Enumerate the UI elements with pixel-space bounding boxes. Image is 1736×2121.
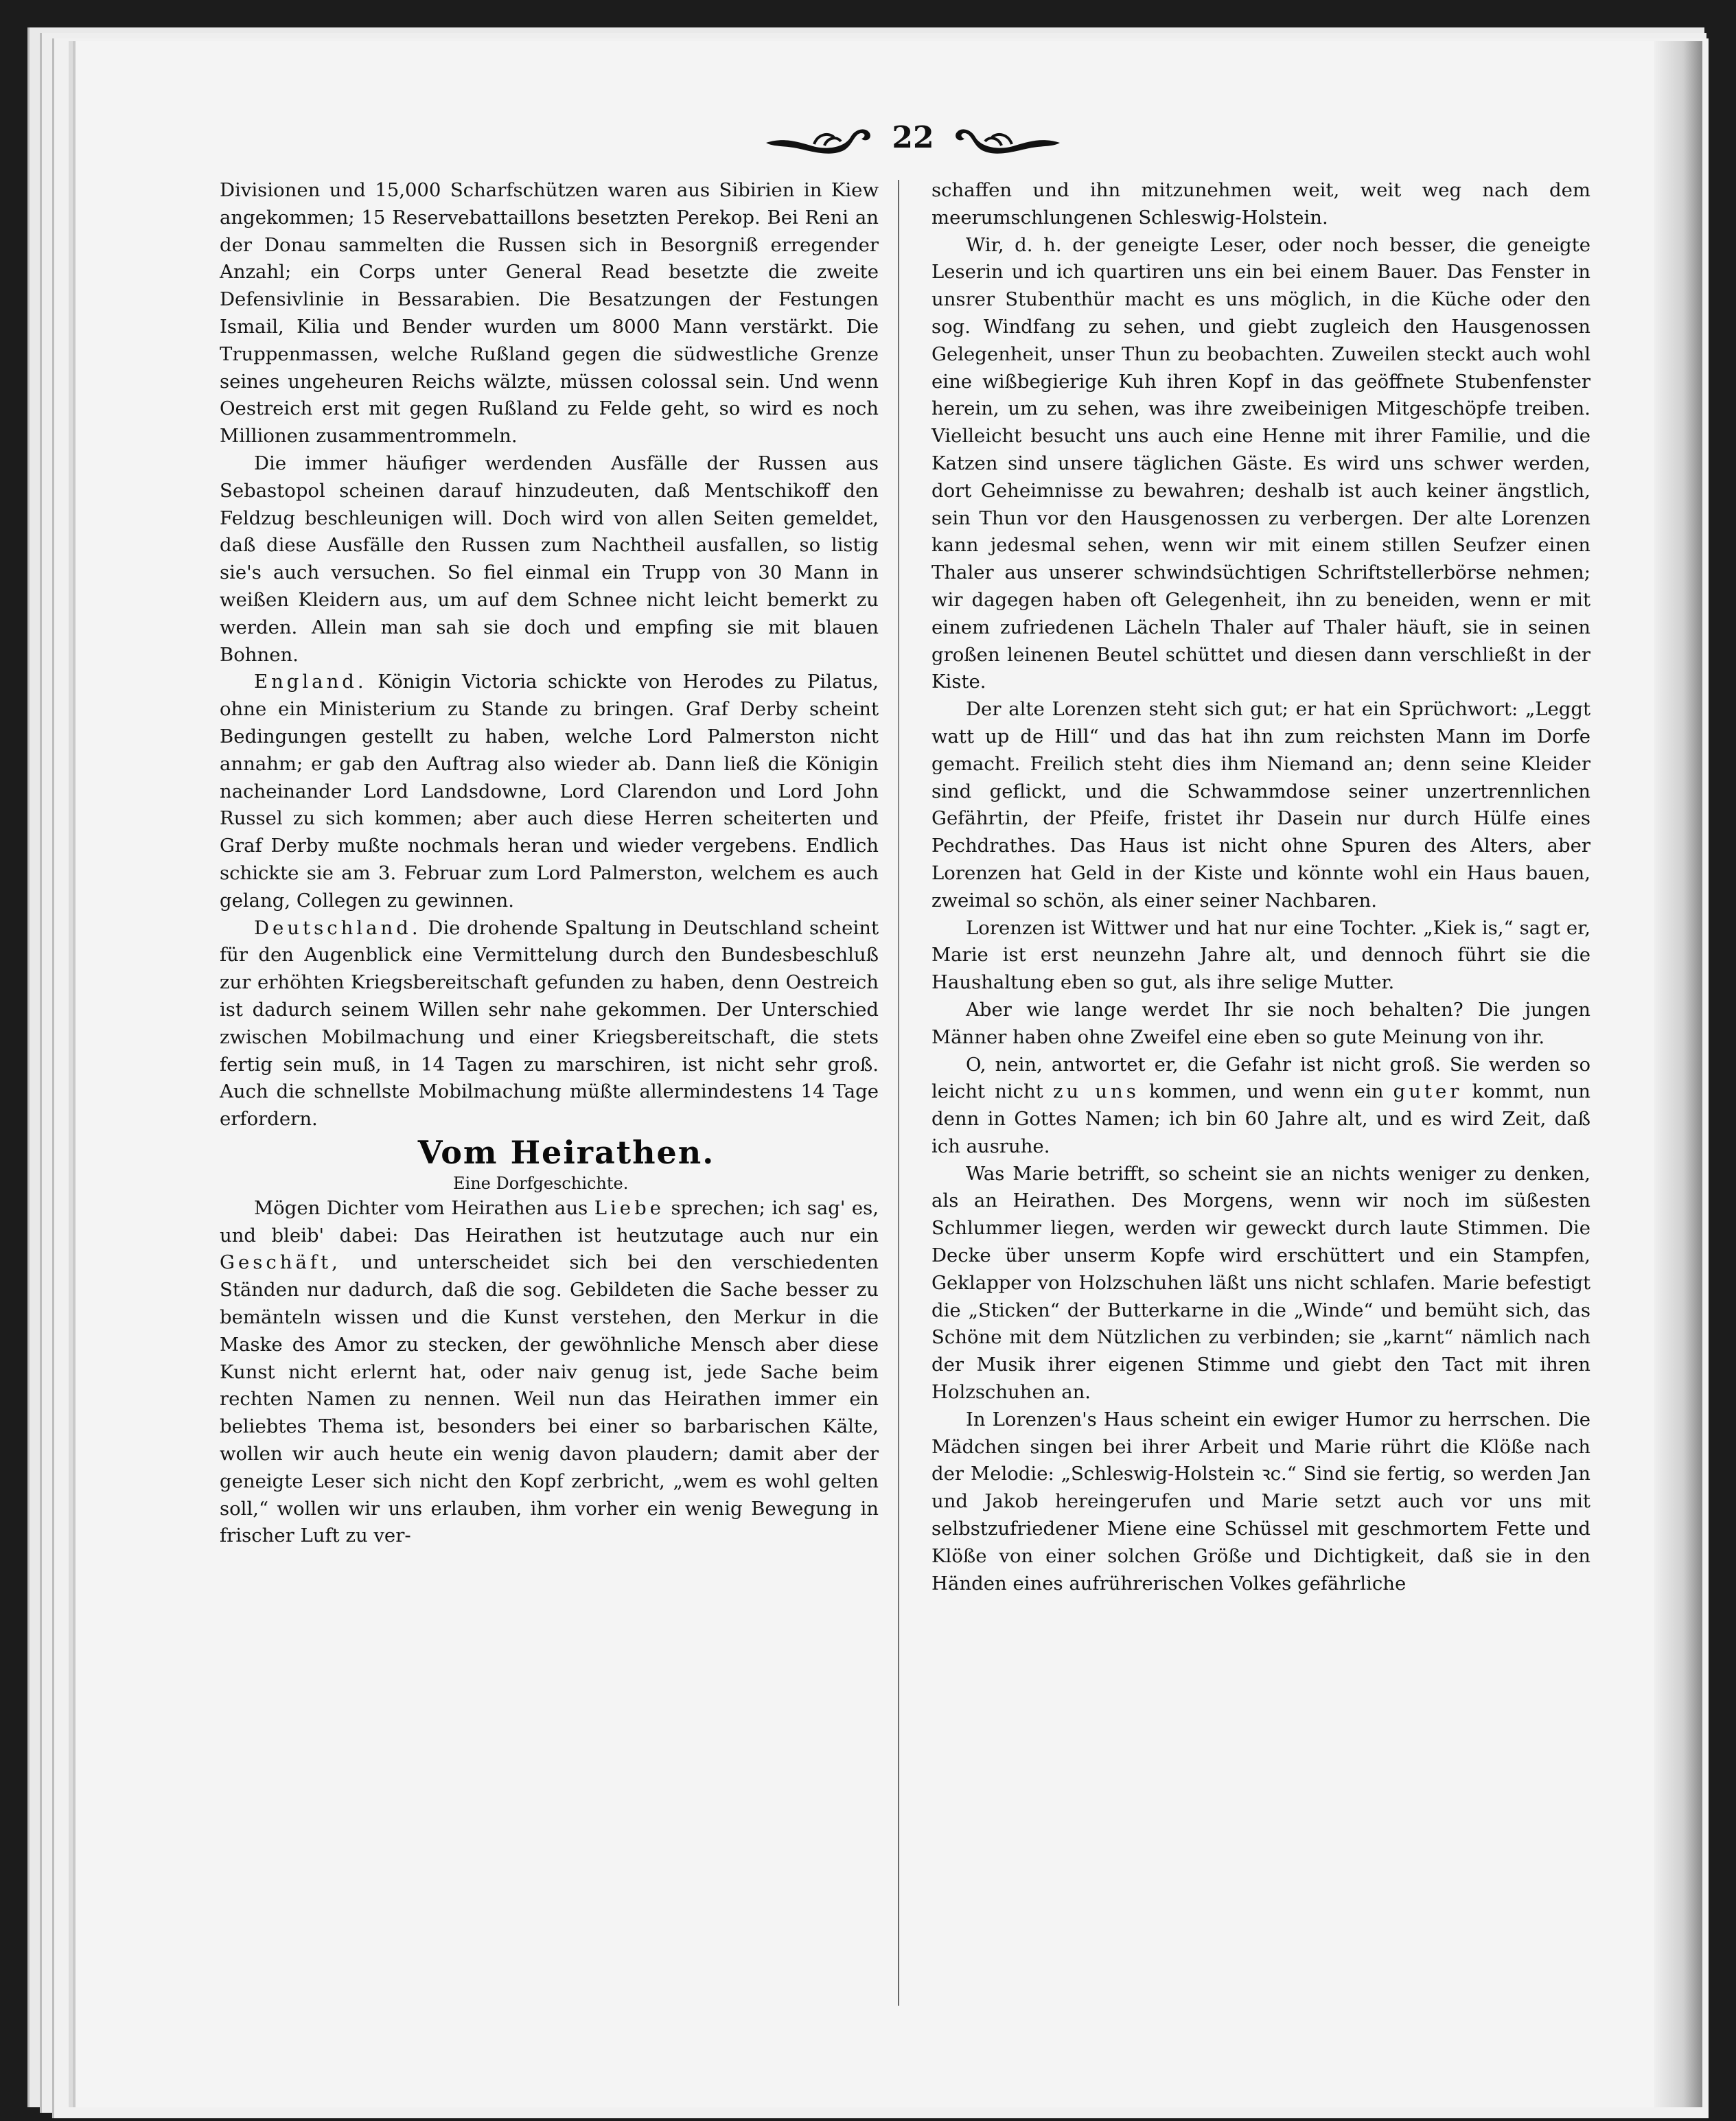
paragraph-wittwer: Lorenzen ist Wittwer und hat nur eine Tochter. „Kiek is,“ sagt er, Marie ist erst neunzehn Jahre alt, und dennoch führt sie die Haushaltung eben so gut, als ihre selige Mutter. [931, 916, 1590, 994]
page-header [755, 110, 1071, 165]
gefahr-text-b: kommen, und wenn ein [1148, 1080, 1384, 1103]
right-flourish-ornament [953, 117, 1063, 158]
intro-text-b: sprechen; ich sag' es, und bleib' dabei: Das Heirathen ist heutzutage auch nur ein [220, 1196, 879, 1247]
article-subtitle: Eine Dorfgeschichte. [453, 1173, 629, 1193]
page-number: 22 [892, 119, 934, 155]
paragraph-gefahr [931, 1052, 1590, 1161]
column-divider [898, 180, 899, 2006]
section-label-england: England. [254, 671, 367, 693]
intro-text-c: und unterscheidet sich bei den verschiedenten Ständen nur dadurch, daß die sog. Gebildeten die Sache besser zu bemänteln wissen und die Kunst verstehen, den Merkur in die Maske des Amor zu stecken, der gewöhnliche Mensch aber diese Kunst nicht erlernt hat, oder naiv genug ist, jede Sache beim rechten Namen zu nennen. Weil nun das Heirathen immer ein beliebtes Thema ist, besonders bei einer so barbarischen Kälte, wollen wir auch heute ein wenig davon plaudern; damit aber der geneigte Leser sich nicht den Kopf zerbricht, „wem es wohl gelten soll,“ wollen wir uns erlauben, ihm vorher ein wenig Bewegung in frischer Luft zu ver- [220, 1251, 879, 1547]
intro-text-a: Mögen Dichter vom Heirathen aus [254, 1196, 588, 1219]
paragraph-heirathen-intro [220, 1195, 879, 1550]
gefahr-text-c: kommt, nun denn in Gottes Namen; ich bin 60 Jahre alt, und es wird Zeit, daß ich ausruhe. [931, 1080, 1591, 1157]
paragraph-divisionen: Divisionen und 15,000 Scharfschützen waren aus Sibirien in Kiew angekommen; 15 Reservebattaillons besetzten Perekop. Bei Reni an der Donau sammelten die Russen sich in Besorgniß erregender Anzahl; ein Corps unter General Read besetzte die zweite Defensivlinie in Bessarabien. Die Besatzungen der Festungen Ismail, Kilia und Bender wurden um 8000 Mann verstärkt. Die Truppenmassen, welche Rußland gegen die südwestliche Grenze seines ungeheuren Reichs wälzte, müssen colossal sein. Und wenn Oestreich erst mit gegen Rußland zu Felde geht, so wird es noch Millionen zusammentrommeln. [220, 179, 879, 448]
right-column [931, 177, 1590, 2058]
book-spine-shadow [1654, 41, 1702, 2107]
emphasis-guter: guter [1393, 1080, 1463, 1103]
england-text: Königin Victoria schickte von Herodes zu Pilatus, ohne ein Ministerium zu Stande zu bringen. Graf Derby scheint Bedingungen gestellt zu haben, welche Lord Palmerston nicht annahm; er gab den Auftrag also wieder ab. Dann ließ die Königin nacheinander Lord Landsdowne, Lord Clarendon und Lord John Russel zu sich kommen; aber auch diese Herren scheiterten und Graf Derby mußte nochmals heran und wieder vergebens. Endlich schickte sie am 3. Februar zum Lord Palmerston, welchem es auch gelang, Collegen zu gewinnen. [220, 671, 879, 912]
paragraph-lorenzen-gut: Der alte Lorenzen steht sich gut; er hat ein Sprüchwort: „Leggt watt up de Hill“ und das hat ihn zum reichsten Mann im Dorfe gemacht. Freilich steht dies ihm Niemand an; denn seine Kleider sind geflickt, und die Schwammdose seiner unzertrennlichen Gefährtin, der Pfeife, fristet ihr Dasein nur durch Hülfe eines Pechdrathes. Das Haus ist nicht ohne Spuren des Alters, aber Lorenzen hat Geld in der Kiste und könnte wohl ein Haus bauen, zweimal so schön, als einer seiner Nachbaren. [931, 698, 1590, 912]
paragraph-schleswig: schaffen und ihn mitzunehmen weit, weit weg nach dem meerumschlungenen Schleswig-Holstein. [931, 179, 1590, 229]
paragraph-behalten: Aber wie lange werdet Ihr sie noch behalten? Die jungen Männer haben ohne Zweifel eine eben so gute Meinung von ihr. [931, 998, 1590, 1048]
paragraph-sebastopol: Die immer häufiger werdenden Ausfälle der Russen aus Sebastopol scheinen darauf hinzudeuten, daß Mentschikoff den Feldzug beschleunigen will. Doch wird von allen Seiten gemeldet, daß diese Ausfälle den Russen zum Nachtheil ausfallen, so listig sie's auch versuchen. So fiel einmal ein Trupp von 30 Mann in weißen Kleidern aus, um auf dem Schnee nicht leicht bemerkt zu werden. Allein man sah sie doch und empfing sie mit blauen Bohnen. [220, 452, 879, 666]
section-label-deutschland: Deutschland. [254, 916, 421, 939]
left-flourish-ornament [763, 117, 872, 158]
emphasis-geschaeft: Geschäft, [220, 1251, 341, 1274]
emphasis-liebe: Liebe [594, 1196, 664, 1219]
paragraph-england [220, 669, 879, 914]
emphasis-zu-uns: zu uns [1052, 1080, 1139, 1103]
paragraph-marie: Was Marie betrifft, so scheint sie an nichts weniger zu denken, als an Heirathen. Des Morgens, wenn wir noch im süßesten Schlummer liegen, werden wir geweckt durch laute Stimmen. Die Decke über unserm Kopfe wird erschüttert und ein Stampfen, Geklapper von Holzschuhen läßt uns nicht schlafen. Marie befestigt die „Sticken“ der Butterkarne in die „Winde“ und bemüht sich, das Schöne mit dem Nützlichen zu verbinden; sie „karnt“ nämlich nach der Musik ihrer eigenen Stimme und giebt den Tact mit ihren Holzschuhen an. [931, 1162, 1590, 1404]
article-title: Vom Heirathen. [417, 1133, 715, 1171]
paragraph-bauer: Wir, d. h. der geneigte Leser, oder noch besser, die geneigte Leserin und ich quartiren uns ein bei einem Bauer. Das Fenster in unsrer Stubenthür macht es uns möglich, in die Küche oder den sog. Windfang zu sehen, und giebt zugleich den Hausgenossen Gelegenheit, unser Thun zu beobachten. Zuweilen steckt auch wohl eine wißbegierige Kuh ihren Kopf in das geöffnete Stubenfenster herein, um zu sehen, was ihre zweibeinigen Mitgeschöpfe treiben. Vielleicht besucht uns auch eine Henne mit ihrer Familie, und die Katzen sind unsere täglichen Gäste. Es wird uns schwer werden, dort Geheimnisse zu bewahren; deshalb ist auch keiner ängstlich, sein Thun vor den Hausgenossen zu verbergen. Der alte Lorenzen kann jedesmal sehen, wenn wir mit einem stillen Seufzer einen Thaler aus unserer schwindsüchtigen Schriftstellerbörse nehmen; wir dagegen haben oft Gelegenheit, ihn zu beneiden, wenn er mit einem zufriedenen Lächeln Thaler auf Thaler häuft, sie in seinen großen leinenen Beutel schüttet und diesen dann verschließt in der Kiste. [931, 233, 1590, 693]
gefahr-text-a: O, nein, antwortet er, die Gefahr ist nicht groß. Sie werden so leicht nicht [931, 1053, 1590, 1103]
left-column [220, 177, 879, 2058]
deutschland-text: Die drohende Spaltung in Deutschland scheint für den Augenblick eine Vermittelung durch den Bundesbeschluß zur erhöhten Kriegsbereitschaft gefunden zu haben, denn Oestreich ist dadurch seinem Willen sehr nahe gekommen. Der Unterschied zwischen Mobilmachung und einer Kriegsbereitschaft, die stets fertig sein muß, in 14 Tagen zu marschiren, ist nicht sehr groß. Auch die schnellste Mobilmachung müßte allermindestens 14 Tage erfordern. [220, 916, 879, 1131]
paragraph-deutschland [220, 915, 879, 1133]
paragraph-humor: In Lorenzen's Haus scheint ein ewiger Humor zu herrschen. Die Mädchen singen bei ihrer Arbeit und Marie rührt die Klöße nach der Melodie: „Schleswig-Holstein ꝛc.“ Sind sie fertig, so werden Jan und Jakob hereingerufen und Marie setzt auch vor uns mit selbstzufriedener Miene eine Schüssel mit geschmortem Fette und Klöße von einer solchen Größe und Dichtigkeit, daß sie in den Händen eines aufrührerischen Volkes gefährliche [931, 1408, 1590, 1595]
